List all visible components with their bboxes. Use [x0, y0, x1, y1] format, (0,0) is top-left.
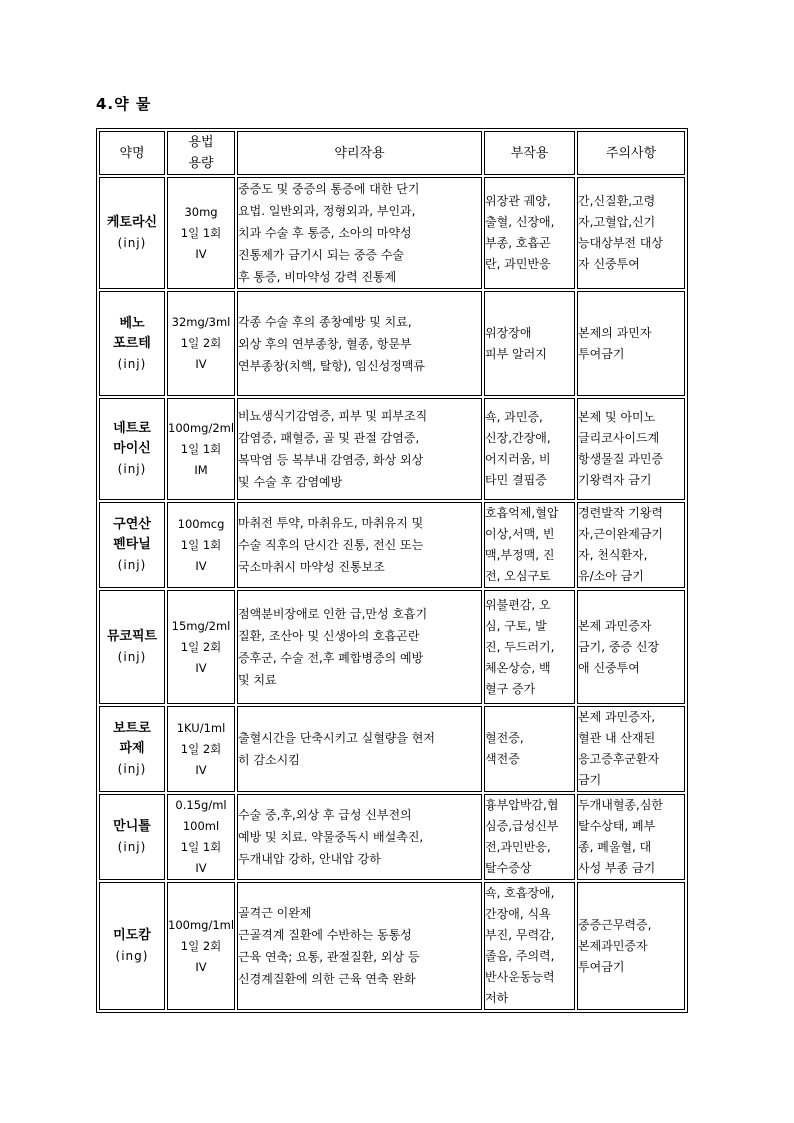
dosage-cell: 100mcg 1일 1회 IV: [167, 502, 235, 588]
table-row: [99, 794, 685, 880]
drug-name: 미도캄: [113, 928, 151, 943]
drug-name-cell: [99, 794, 165, 880]
side-effects-cell: 위불편감, 오 심, 구토, 발 진, 두드러기, 체온상승, 백 혈구 증가: [484, 590, 575, 704]
table-header-row: [99, 131, 685, 175]
precautions-cell: 두개내혈종,심한 탈수상태, 폐부 종, 폐울혈, 대 사성 부종 금기: [577, 794, 685, 880]
table-row: [99, 177, 685, 289]
table-row: [99, 502, 685, 588]
header-side-effects: 부작용: [484, 131, 575, 175]
header-drug-name: 약명: [99, 131, 165, 175]
dosage-cell: 0.15g/ml 100ml 1일 1회 IV: [167, 794, 235, 880]
precautions-cell: 본제 과민증자 금기, 중증 신장 애 신중투여: [577, 590, 685, 704]
side-effects-cell: 위장장애 피부 알러지: [484, 291, 575, 396]
header-precautions: 주의사항: [577, 131, 685, 175]
side-effects-cell: 호흡억제,혈압 이상,서맥, 빈 맥,부정맥, 진 전, 오심구토: [484, 502, 575, 588]
side-effects-cell: 쇽, 과민증, 신장,간장애, 어지러움, 비 타민 결핍증: [484, 398, 575, 500]
side-effects-cell: 쇽, 호흡장애, 간장애, 식욕 부진, 무력감, 졸음, 주의력, 반사운동능력 저하: [484, 882, 575, 1010]
precautions-cell: 간,신질환,고령 자,고혈압,신기 능대상부전 대상 자 신중투여: [577, 177, 685, 289]
pharmacology-cell: 각종 수술 후의 종창예방 및 치료, 외상 후의 연부종창, 혈종, 항문부 연부종창(치핵, 탈항), 임신성정맥류: [237, 291, 482, 396]
dosage-cell: 1KU/1ml 1일 2회 IV: [167, 706, 235, 792]
precautions-cell: 본제 과민증자, 혈관 내 산재된 응고증후군환자 금기: [577, 706, 685, 792]
drug-name-cell: [99, 590, 165, 704]
section-heading: 4.약 물: [96, 95, 152, 113]
dosage-cell: 100mg/2ml 1일 1회 IM: [167, 398, 235, 500]
side-effects-cell: 혈전증, 색전증: [484, 706, 575, 792]
drug-route: (inj): [117, 356, 147, 371]
drug-name: 구연산 펜타닐: [113, 517, 151, 552]
drug-name: 네트로 마이신: [113, 421, 151, 456]
pharmacology-cell: 골격근 이완제 근골격계 질환에 수반하는 동통성 근육 연축; 요통, 관절질환, 외상 등 신경계질환에 의한 근육 연축 완화: [237, 882, 482, 1010]
header-dosage: 용법 용량: [167, 131, 235, 175]
table-row: [99, 882, 685, 1010]
header-pharmacology: 약리작용: [237, 131, 482, 175]
pharmacology-cell: 점액분비장애로 인한 급,만성 호흡기 질환, 조산아 및 신생아의 호흡곤란 증후군, 수술 전,후 폐합병증의 예방 및 치료: [237, 590, 482, 704]
table-row: [99, 398, 685, 500]
precautions-cell: 본제 및 아미노 글리코사이드계 항생물질 과민증 기왕력자 금기: [577, 398, 685, 500]
dosage-cell: 100mg/1ml 1일 2회 IV: [167, 882, 235, 1010]
dosage-cell: 32mg/3ml 1일 2회 IV: [167, 291, 235, 396]
drug-name-cell: [99, 706, 165, 792]
drug-route: (ing): [115, 949, 149, 963]
drug-route: (inj): [117, 462, 147, 476]
table-row: [99, 590, 685, 704]
drug-name: 뮤코픽트: [106, 629, 158, 644]
drug-name: 베노 포르테: [113, 315, 151, 351]
pharmacology-cell: 마취전 투약, 마취유도, 마취유지 및 수술 직후의 단시간 진통, 전신 또는 국소마취시 마약성 진통보조: [237, 502, 482, 588]
pharmacology-cell: 출혈시간을 단축시키고 실혈량을 현저 히 감소시킴: [237, 706, 482, 792]
dosage-cell: 30mg 1일 1회 IV: [167, 177, 235, 289]
drug-route: (inj): [117, 236, 147, 250]
side-effects-cell: 위장관 궤양, 출혈, 신장애, 부종, 호흡곤 란, 과민반응: [484, 177, 575, 289]
drug-route: (inj): [117, 558, 147, 572]
precautions-cell: 본제의 과민자 투여금기: [577, 291, 685, 396]
dosage-cell: 15mg/2ml 1일 2회 IV: [167, 590, 235, 704]
precautions-cell: 경련발작 기왕력 자,근이완제금기 자, 천식환자, 유/소아 금기: [577, 502, 685, 588]
pharmacology-cell: 비뇨생식기감염증, 피부 및 피부조직 감염증, 패혈증, 골 및 관절 감염증, 복막염 등 복부내 감염증, 화상 외상 및 수술 후 감염예방: [237, 398, 482, 500]
precautions-cell: 중증근무력증, 본제과민증자 투여금기: [577, 882, 685, 1010]
drug-route: (inj): [117, 840, 147, 854]
drug-name-cell: [99, 177, 165, 289]
pharmacology-cell: 수술 중,후,외상 후 급성 신부전의 예방 및 치료. 약물중독시 배설촉진, 두개내압 강하, 안내압 강하: [237, 794, 482, 880]
drug-name: 보트로 파제: [113, 721, 151, 756]
pharmacology-cell: 중증도 및 중증의 통증에 대한 단기 요법. 일반외과, 정형외과, 부인과, 치과 수술 후 통증, 소아의 마약성 진통제가 금기시 되는 중증 수술 후 통증, 비마약성 강력 진통제: [237, 177, 482, 289]
drug-table: [96, 128, 688, 1013]
drug-name: 만니톨: [113, 819, 151, 834]
drug-name: 케토라신: [106, 215, 158, 230]
drug-route: (inj): [117, 650, 147, 664]
table-row: [99, 706, 685, 792]
table-row: [99, 291, 685, 396]
drug-name-cell: [99, 291, 165, 396]
side-effects-cell: 흉부압박감,협 심증,급성신부 전,과민반응, 탈수증상: [484, 794, 575, 880]
drug-route: (inj): [117, 762, 147, 776]
drug-name-cell: [99, 398, 165, 500]
drug-name-cell: [99, 502, 165, 588]
drug-name-cell: [99, 882, 165, 1010]
